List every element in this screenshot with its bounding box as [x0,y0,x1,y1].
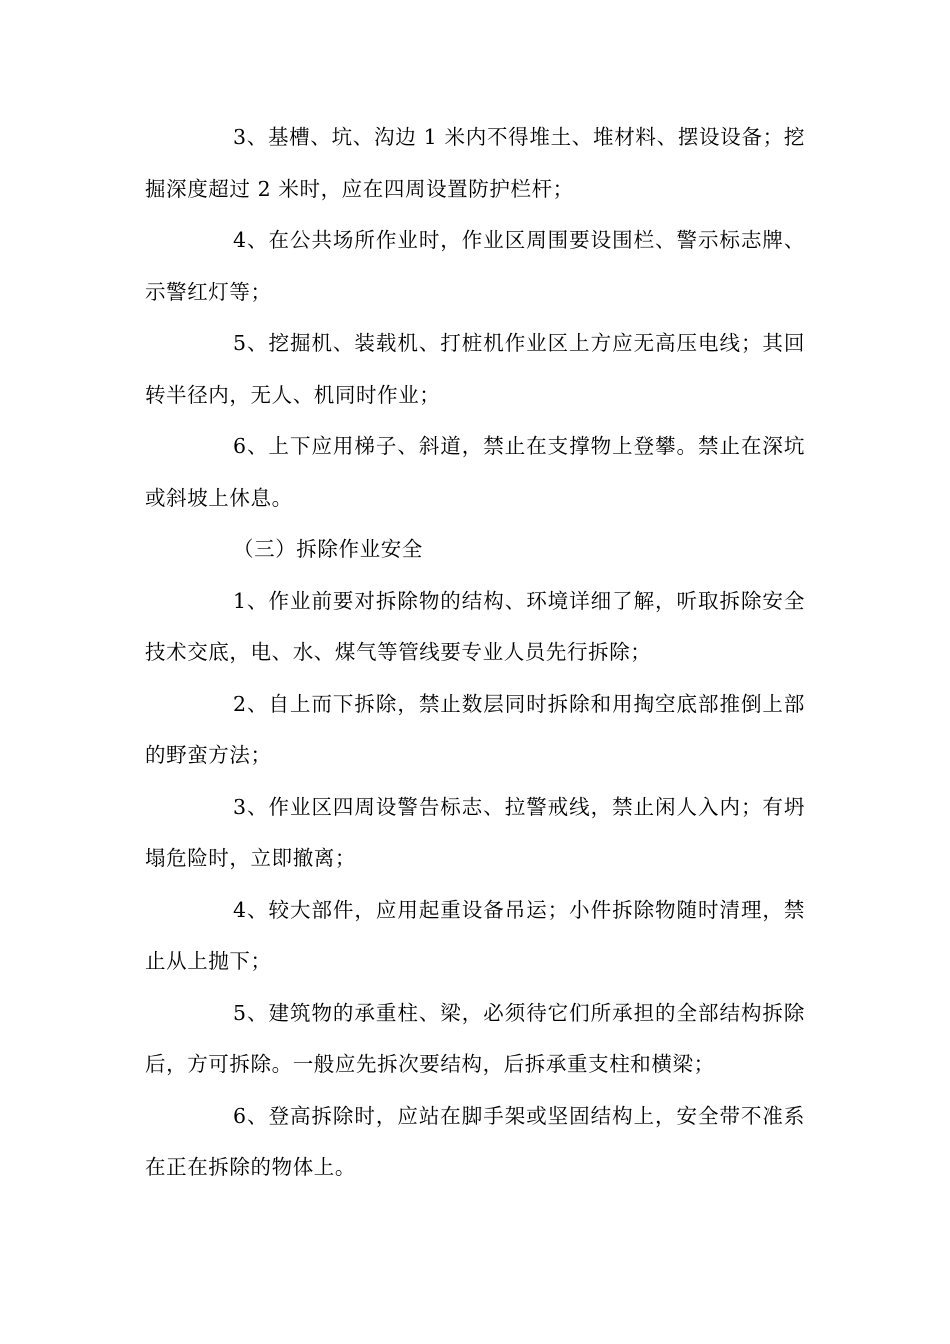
paragraph-item-3: 3、基槽、坑、沟边 1 米内不得堆土、堆材料、摆设设备；挖掘深度超过 2 米时，应在四周设置防护栏杆； [145,125,805,201]
paragraph-item-4: 4、在公共场所作业时，作业区周围要设围栏、警示标志牌、示警红灯等； [145,228,805,304]
demolition-item-3: 3、作业区四周设警告标志、拉警戒线，禁止闲人入内；有坍塌危险时，立即撤离； [145,794,805,870]
demolition-item-2: 2、自上而下拆除，禁止数层同时拆除和用掏空底部推倒上部的野蛮方法； [145,691,805,767]
section-heading: （三）拆除作业安全 [233,537,423,561]
demolition-item-6: 6、登高拆除时，应站在脚手架或坚固结构上，安全带不准系在正在拆除的物体上。 [145,1103,805,1179]
demolition-item-1: 1、作业前要对拆除物的结构、环境详细了解，听取拆除安全技术交底，电、水、煤气等管线要专业人员先行拆除； [145,588,805,664]
demolition-item-4: 4、较大部件，应用起重设备吊运；小件拆除物随时清理，禁止从上抛下； [145,897,805,973]
document-body [145,112,805,1194]
paragraph-item-6: 6、上下应用梯子、斜道，禁止在支撑物上登攀。禁止在深坑或斜坡上休息。 [145,434,805,510]
paragraph-item-5: 5、挖掘机、装载机、打桩机作业区上方应无高压电线；其回转半径内，无人、机同时作业； [145,331,805,407]
demolition-item-5: 5、建筑物的承重柱、梁，必须待它们所承担的全部结构拆除后，方可拆除。一般应先拆次要结构，后拆承重支柱和横梁； [145,1000,805,1076]
